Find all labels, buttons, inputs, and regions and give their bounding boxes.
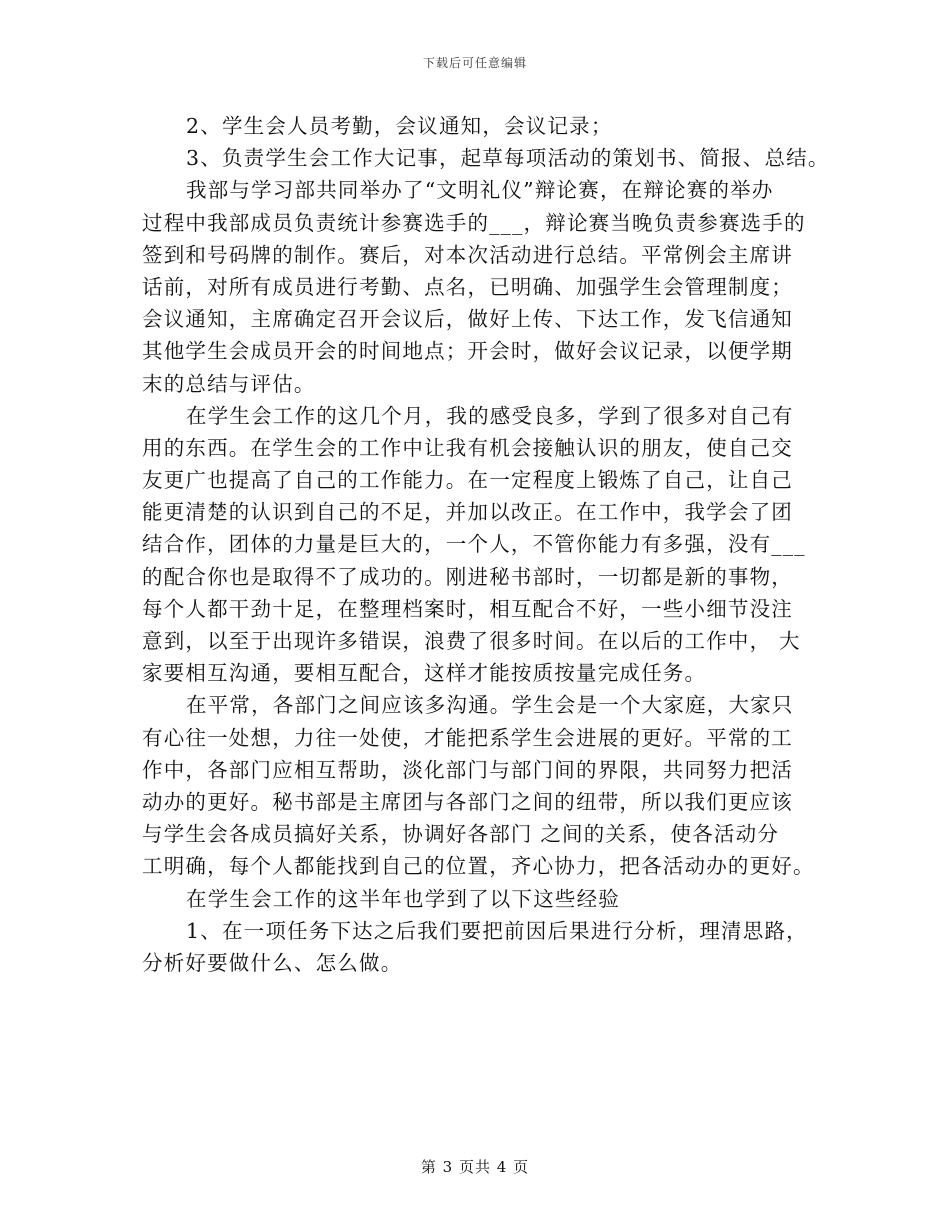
text-line: 末的总结与评估。: [142, 371, 316, 396]
text-line: 话前，对所有成员进行考勤、点名，已明确、加强学生会管理制度；: [142, 274, 793, 299]
text-line: 工明确，每个人都能找到自己的位置，齐心协力，把各活动办的更好。: [142, 854, 815, 879]
text-line: 的配合你也是取得不了成功的。刚进秘书部时，一切都是新的事物，: [142, 564, 793, 589]
text-line: 有心往一处想，力往一处使，才能把系学生会进展的更好。平常的工: [142, 725, 793, 750]
text-line: 用的东西。在学生会的工作中让我有机会接触认识的朋友，使自己交: [142, 435, 793, 460]
text-line: 与学生会各成员搞好关系，协调好各部门 之间的关系，使各活动分: [142, 822, 780, 847]
text-line: 结合作，团体的力量是巨大的，一个人，不管你能力有多强，没有___: [142, 532, 806, 557]
text-line: 家要相互沟通，要相互配合，这样才能按质按量完成任务。: [142, 661, 707, 686]
text-line: 在平常，各部门之间应该多沟通。学生会是一个大家庭，大家只: [186, 693, 794, 718]
text-line: 动办的更好。秘书部是主席团与各部门之间的纽带，所以我们更应该: [142, 789, 793, 814]
text-line: 作中，各部门应相互帮助，淡化部门与部门间的界限，共同努力把活: [142, 757, 793, 782]
page-header-note: 下载后可任意编辑: [422, 56, 527, 70]
text-line: 意到，以至于出现许多错误，浪费了很多时间。在以后的工作中， 大: [142, 629, 801, 653]
text-line: 分析好要做什么、怎么做。: [142, 950, 403, 975]
text-line: 3、负责学生会工作大记事，起草每项活动的策划书、简报、总结。: [186, 146, 830, 171]
text-line: 每个人都干劲十足，在整理档案时，相互配合不好，一些小细节没注: [142, 596, 793, 621]
text-line: 2、学生会人员考勤，会议通知，会议记录；: [186, 114, 613, 138]
page-number-footer: 第 3 页共 4 页: [420, 1158, 530, 1176]
text-line: 友更广也提高了自己的工作能力。在一定程度上锻炼了自己，让自己: [142, 468, 793, 493]
text-line: 过程中我部成员负责统计参赛选手的___，辩论赛当晚负责参赛选手的: [142, 210, 806, 235]
text-line: 其他学生会成员开会的时间地点；开会时，做好会议记录，以便学期: [142, 339, 793, 364]
text-line: 能更清楚的认识到自己的不足，并加以改正。在工作中，我学会了团: [142, 500, 793, 525]
text-line: 在学生会工作的这半年也学到了以下这些经验: [186, 886, 620, 911]
text-line: 签到和号码牌的制作。赛后，对本次活动进行总结。平常例会主席讲: [142, 242, 793, 267]
text-line: 会议通知，主席确定召开会议后，做好上传、下达工作，发飞信通知: [142, 307, 793, 332]
text-line: 在学生会工作的这几个月，我的感受良多，学到了很多对自己有: [186, 403, 794, 428]
text-line: 1、在一项任务下达之后我们要把前因后果进行分析，理清思路，: [186, 918, 808, 943]
document-body: [142, 110, 832, 979]
text-line: 我部与学习部共同举办了“文明礼仪”辩论赛，在辩论赛的举办: [186, 178, 774, 203]
